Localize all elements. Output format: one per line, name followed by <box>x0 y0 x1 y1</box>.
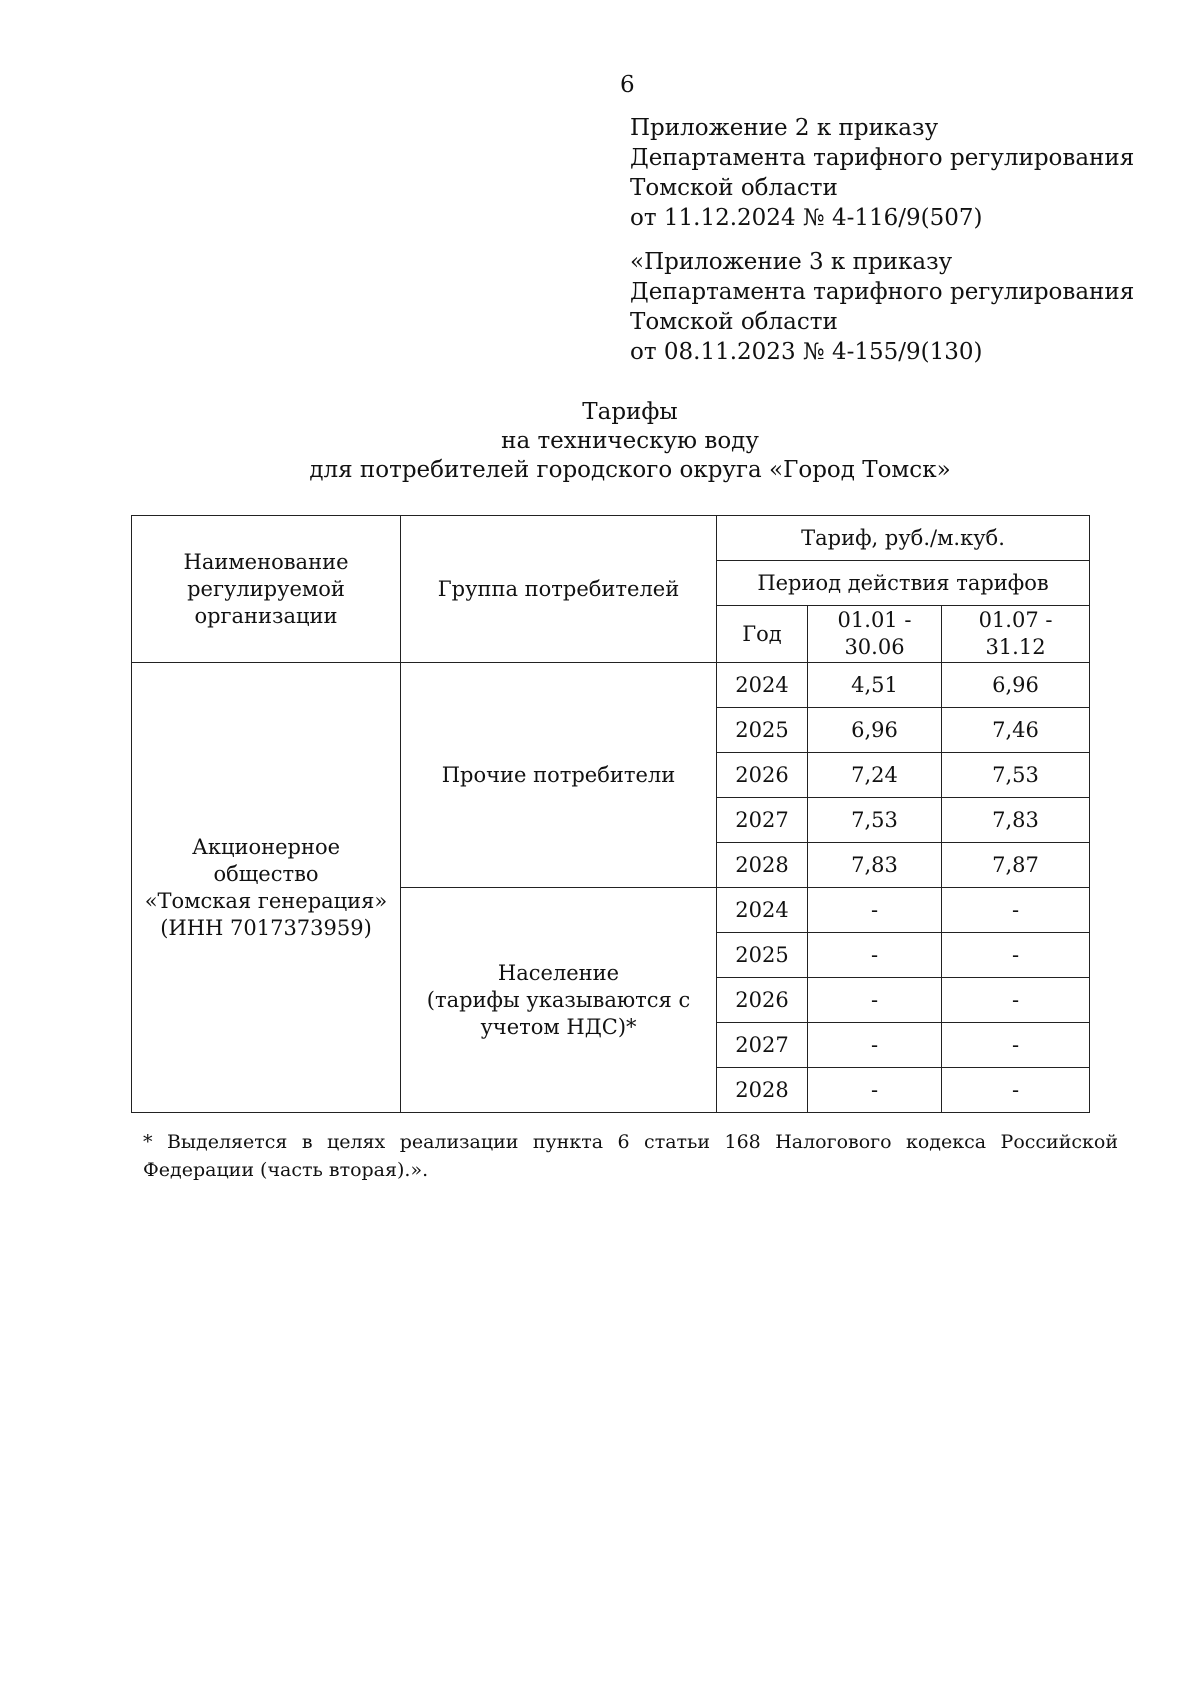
consumer-group-other: Прочие потребители <box>401 663 717 888</box>
tariff-period-2-cell: 6,96 <box>942 663 1090 708</box>
annex-previous-line: Департамента тарифного регулирования <box>630 279 1135 305</box>
tariff-period-1-cell: 7,24 <box>808 753 942 798</box>
consumer-group-population-line: Население <box>497 960 620 985</box>
year-cell: 2025 <box>717 933 808 978</box>
year-cell: 2028 <box>717 843 808 888</box>
tariff-period-1-cell: 7,83 <box>808 843 942 888</box>
annex-current-line: от 11.12.2024 № 4-116/9(507) <box>630 205 983 231</box>
consumer-group-population <box>401 888 717 1113</box>
annex-current-line: Томской области <box>630 175 838 201</box>
annex-current-reference <box>630 113 1170 233</box>
header-period: Период действия тарифов <box>717 561 1090 606</box>
title-line: для потребителей городского округа «Город Томск» <box>309 457 951 483</box>
tariff-period-1-cell: - <box>808 888 942 933</box>
tariff-period-1-cell: 4,51 <box>808 663 942 708</box>
organization-line: «Томская генерация» <box>144 888 388 913</box>
tariff-table <box>131 515 1090 1113</box>
year-cell: 2027 <box>717 798 808 843</box>
header-period-2 <box>942 606 1090 663</box>
header-period-2-line: 01.07 - <box>978 608 1053 632</box>
consumer-group-population-line: учетом НДС)* <box>480 1014 637 1039</box>
header-consumer-group: Группа потребителей <box>401 516 717 663</box>
tariff-period-2-cell: 7,46 <box>942 708 1090 753</box>
annex-current-line: Департамента тарифного регулирования <box>630 145 1135 171</box>
tariff-period-2-cell: - <box>942 1023 1090 1068</box>
footnote: * Выделяется в целях реализации пункта 6 статьи 168 Налогового кодекса Российской Федерации (часть вторая).». <box>143 1131 1118 1181</box>
tariff-period-1-cell: - <box>808 933 942 978</box>
header-row <box>132 516 1090 561</box>
header-period-1-line: 01.01 - <box>837 608 912 632</box>
title-line: Тарифы <box>582 399 678 425</box>
table-row <box>132 663 1090 708</box>
header-organization-line: Наименование <box>183 549 349 574</box>
year-cell: 2024 <box>717 663 808 708</box>
tariff-period-1-cell: 6,96 <box>808 708 942 753</box>
organization-line: Акционерное общество <box>191 834 341 886</box>
year-cell: 2026 <box>717 978 808 1023</box>
header-period-2-line: 31.12 <box>985 635 1046 659</box>
year-cell: 2026 <box>717 753 808 798</box>
year-cell: 2028 <box>717 1068 808 1113</box>
title-line: на техническую воду <box>501 428 759 454</box>
annex-previous-line: «Приложение 3 к приказу <box>630 249 953 275</box>
annex-previous-line: от 08.11.2023 № 4-155/9(130) <box>630 339 983 365</box>
tariff-period-2-cell: - <box>942 933 1090 978</box>
organization-cell <box>132 663 401 1113</box>
year-cell: 2025 <box>717 708 808 753</box>
tariff-period-2-cell: - <box>942 1068 1090 1113</box>
header-period-1-line: 30.06 <box>844 635 905 659</box>
annex-previous-reference <box>630 247 1170 367</box>
year-cell: 2027 <box>717 1023 808 1068</box>
tariff-period-1-cell: 7,53 <box>808 798 942 843</box>
tariff-period-1-cell: - <box>808 1068 942 1113</box>
document-title <box>130 398 1130 485</box>
tariff-period-1-cell: - <box>808 978 942 1023</box>
header-year: Год <box>717 606 808 663</box>
annex-current-line: Приложение 2 к приказу <box>630 115 939 141</box>
header-organization-line: организации <box>194 603 338 628</box>
header-organization <box>132 516 401 663</box>
header-organization-line: регулируемой <box>187 576 345 601</box>
page-number: 6 <box>620 72 635 98</box>
tariff-period-2-cell: - <box>942 978 1090 1023</box>
tariff-period-2-cell: - <box>942 888 1090 933</box>
tariff-period-2-cell: 7,83 <box>942 798 1090 843</box>
header-tariff: Тариф, руб./м.куб. <box>717 516 1090 561</box>
consumer-group-population-line: (тарифы указываются с <box>426 987 691 1012</box>
tariff-period-1-cell: - <box>808 1023 942 1068</box>
annex-previous-line: Томской области <box>630 309 838 335</box>
organization-line: (ИНН 7017373959) <box>160 915 372 940</box>
tariff-period-2-cell: 7,87 <box>942 843 1090 888</box>
tariff-period-2-cell: 7,53 <box>942 753 1090 798</box>
year-cell: 2024 <box>717 888 808 933</box>
header-period-1 <box>808 606 942 663</box>
